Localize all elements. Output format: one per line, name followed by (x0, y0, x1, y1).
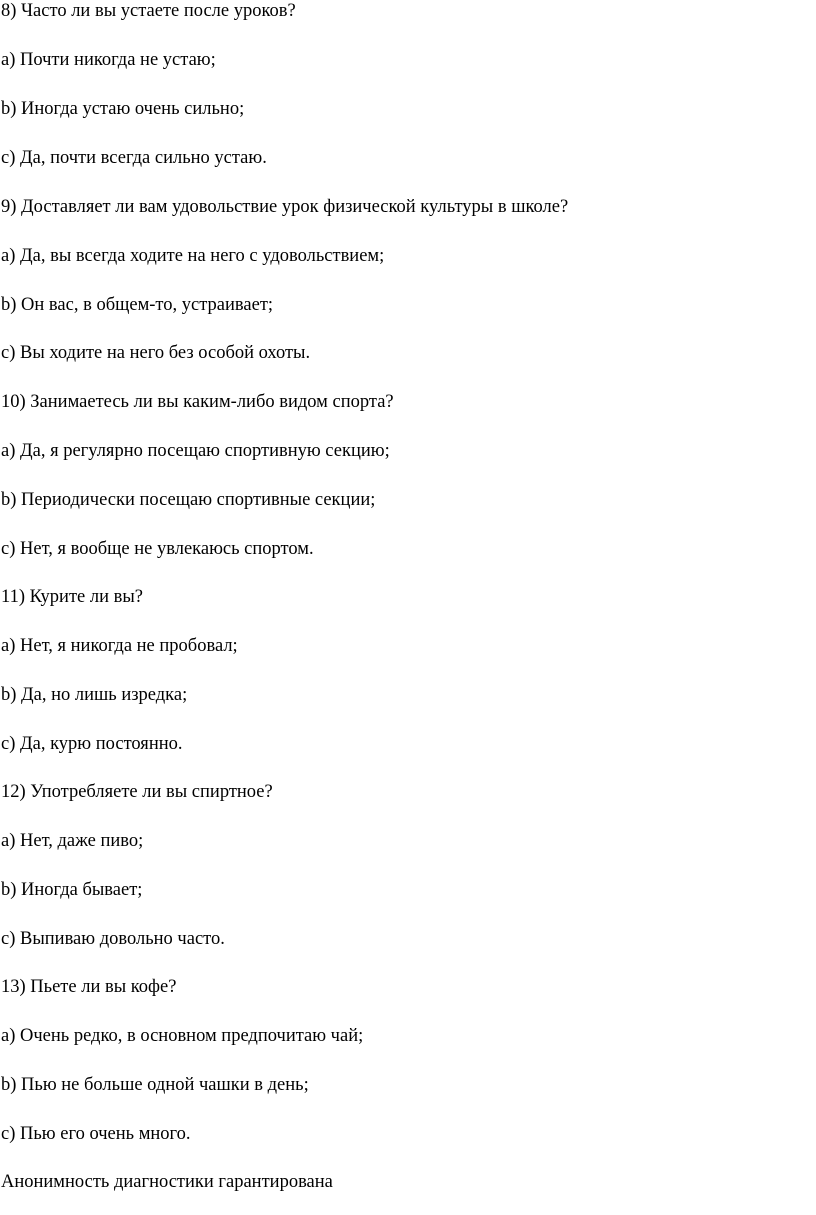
question-12-text: 12) Употребляете ли вы спиртное? (1, 782, 273, 802)
question-10-text: 10) Занимаетесь ли вы каким-либо видом спорта? (1, 392, 394, 412)
question-9-option-c: с) Вы ходите на него без особой охоты. (1, 343, 311, 363)
question-8-option-c: с) Да, почти всегда сильно устаю. (1, 148, 267, 168)
question-12-option-a: а) Нет, даже пиво; (1, 831, 144, 851)
question-13-option-c: с) Пью его очень много. (1, 1124, 191, 1144)
question-8-option-a: а) Почти никогда не устаю; (1, 50, 216, 70)
question-11-option-b: b) Да, но лишь изредка; (1, 685, 188, 705)
question-10-option-b: b) Периодически посещаю спортивные секции; (1, 490, 376, 510)
question-9-option-b: b) Он вас, в общем-то, устраивает; (1, 295, 274, 315)
question-12-option-b: b) Иногда бывает; (1, 880, 143, 900)
question-10-option-a: а) Да, я регулярно посещаю спортивную секцию; (1, 441, 390, 461)
question-10-option-c: с) Нет, я вообще не увлекаюсь спортом. (1, 539, 314, 559)
question-13-option-b: b) Пью не больше одной чашки в день; (1, 1075, 309, 1095)
question-11-option-a: а) Нет, я никогда не пробовал; (1, 636, 238, 656)
question-8-text: 8) Часто ли вы устаете после уроков? (1, 1, 296, 21)
question-11-option-c: с) Да, курю постоянно. (1, 734, 183, 754)
question-9-option-a: а) Да, вы всегда ходите на него с удовольствием; (1, 246, 385, 266)
question-13-text: 13) Пьете ли вы кофе? (1, 977, 177, 997)
question-9-text: 9) Доставляет ли вам удовольствие урок физической культуры в школе? (1, 197, 569, 217)
question-8-option-b: b) Иногда устаю очень сильно; (1, 99, 245, 119)
question-13-option-a: а) Очень редко, в основном предпочитаю чай; (1, 1026, 364, 1046)
question-12-option-c: с) Выпиваю довольно часто. (1, 929, 225, 949)
anonymity-footer-note: Анонимность диагностики гарантирована (1, 1172, 333, 1192)
question-11-text: 11) Курите ли вы? (1, 587, 144, 607)
